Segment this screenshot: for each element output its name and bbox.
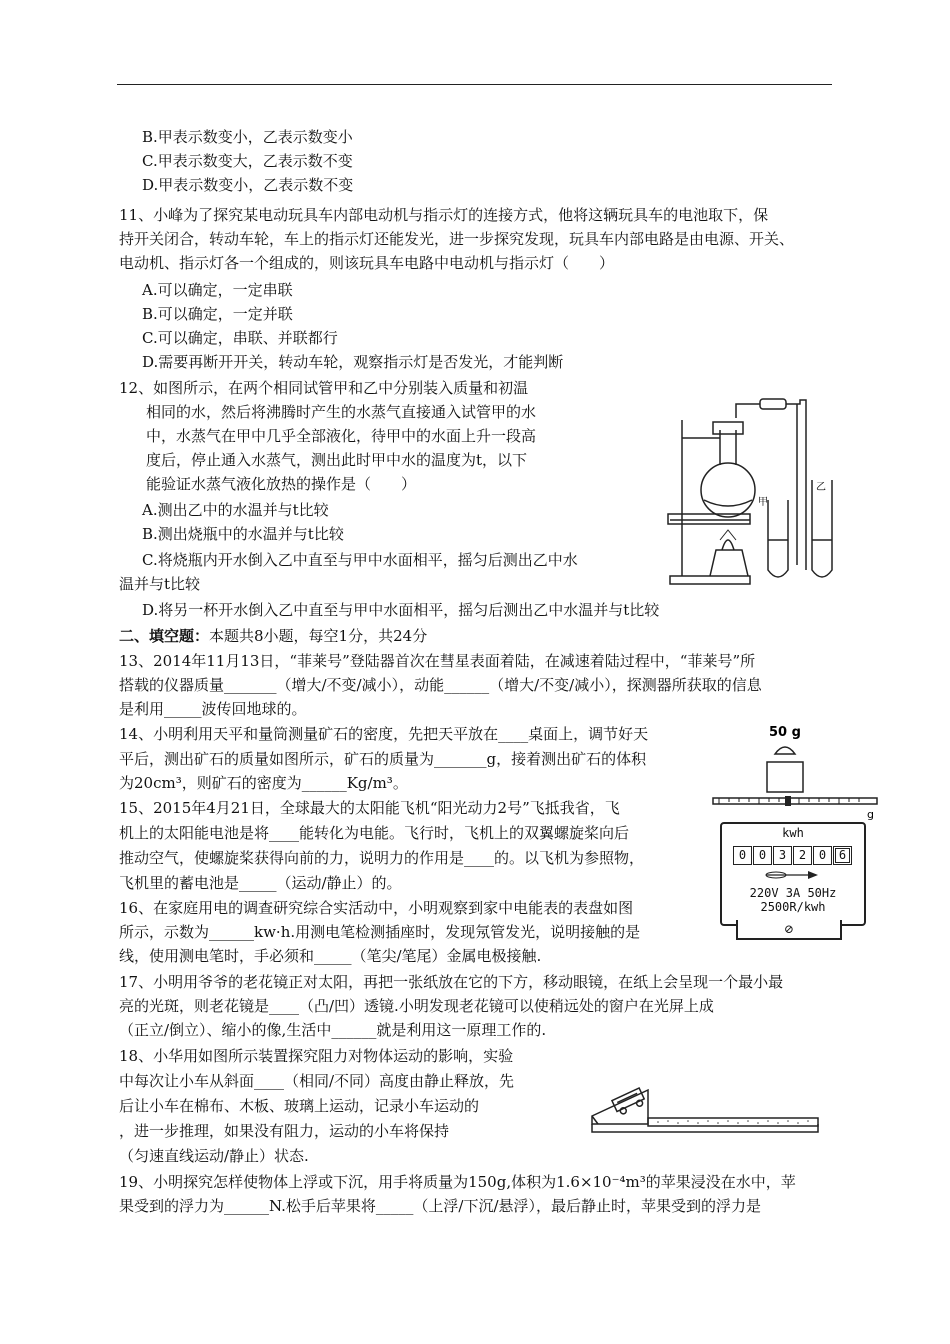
- balance-weight-figure: [705, 720, 885, 820]
- meter-digit: 0: [813, 846, 832, 865]
- q12-line-1: 12、如图所示，在两个相同试管甲和乙中分别装入质量和初温: [119, 379, 529, 397]
- q12-line-3: 中，水蒸气在甲中几乎全部液化，待甲中的水面上升一段高: [146, 427, 537, 445]
- q11-line-1: 11、小峰为了探究某电动玩具车内部电动机与指示灯的连接方式，他将这辆玩具车的电池取下，保: [119, 206, 769, 224]
- q12-option-b: B.测出烧瓶中的水温并与t比较: [142, 525, 344, 543]
- weight-label: 50 g: [769, 725, 801, 740]
- header-rule: [117, 84, 832, 85]
- q12-option-d: D.将另一杯开水倒入乙中直至与甲中水面相平，摇匀后测出乙中水温并与t比较: [142, 601, 660, 619]
- q11-option-c: C.可以确定，串联、并联都行: [142, 329, 338, 347]
- q17-line-3: （正立/倒立）、缩小的像,生活中______就是利用这一原理工作的.: [119, 1021, 547, 1039]
- q15-line-3: 推动空气，使螺旋桨获得向前的力，说明力的作用是____的。以飞机为参照物，: [119, 849, 645, 867]
- q16-line-2: 所示，示数为______kw·h.用测电笔检测插座时，发现氖管发光，说明接触的是: [119, 923, 641, 941]
- q12-option-c-cont: 温并与t比较: [119, 575, 201, 593]
- q17-line-2: 亮的光斑，则老花镜是____（凸/凹）透镜.小明发现老花镜可以使稍远处的窗户在光屏上成: [119, 997, 714, 1015]
- q15-line-4: 飞机里的蓄电池是_____（运动/静止）的。: [119, 874, 402, 892]
- meter-digit-decimal: 6: [833, 846, 852, 865]
- meter-spec-voltage: 220V 3A 50Hz: [749, 886, 837, 900]
- q15-line-2: 机上的太阳能电池是将____能转化为电能。飞行时，飞机上的双翼螺旋桨向后: [119, 824, 630, 842]
- q18-line-1: 18、小华用如图所示装置探究阻力对物体运动的影响，实验: [119, 1047, 514, 1065]
- q18-line-5: （匀速直线运动/静止）状态.: [119, 1147, 309, 1165]
- q18-line-2: 中每次让小车从斜面____（相同/不同）高度由静止释放，先: [119, 1072, 515, 1090]
- q10-option-d: D.甲表示数变小，乙表示数不变: [142, 176, 354, 194]
- q12-option-c: C.将烧瓶内开水倒入乙中直至与甲中水面相平，摇匀后测出乙中水: [142, 551, 578, 569]
- q13-line-1: 13、2014年11月13日，“菲莱号”登陆器首次在彗星表面着陆，在减速着陆过程中，“菲莱号”所: [119, 652, 756, 670]
- meter-digit: 0: [733, 846, 752, 865]
- scale-unit-label: g: [867, 808, 874, 820]
- q13-line-3: 是利用_____波传回地球的。: [119, 700, 307, 718]
- q12-option-a: A.测出乙中的水温并与t比较: [142, 501, 329, 519]
- meter-unit: kwh: [782, 826, 804, 840]
- q10-option-b: B.甲表示数变小，乙表示数变小: [142, 128, 353, 146]
- section-2-title: 二、填空题：: [119, 627, 210, 645]
- q16-line-1: 16、在家庭用电的调查研究综合实活动中，小明观察到家中电能表的表盘如图: [119, 899, 634, 917]
- q11-option-a: A.可以确定，一定串联: [142, 281, 293, 299]
- energy-meter-figure: [720, 822, 866, 926]
- q12-line-4: 度后，停止通入水蒸气，测出此时甲中水的温度为t，以下: [146, 451, 528, 469]
- meter-digit: 3: [773, 846, 792, 865]
- q18-line-3: 后让小车在棉布、木板、玻璃上运动，记录小车运动的: [119, 1097, 480, 1115]
- q11-option-d: D.需要再断开开关，转动车轮，观察指示灯是否发光，才能判断: [142, 353, 564, 371]
- q14-line-1: 14、小明利用天平和量筒测量矿石的密度，先把天平放在____桌面上，调节好天: [119, 725, 649, 743]
- q16-line-3: 线，使用测电笔时，手必须和_____（笔尖/笔尾）金属电极接触.: [119, 947, 542, 965]
- q13-line-2: 搭载的仪器质量_______（增大/不变/减小），动能______（增大/不变/减小），探测器所获取的信息: [119, 676, 762, 694]
- meter-digit: 2: [793, 846, 812, 865]
- q11-line-2: 持开关闭合，转动车轮，车上的指示灯还能发光，进一步探究发现，玩具车内部电路是由电源、开关、: [119, 230, 795, 248]
- tube-jia-label: 甲: [758, 497, 768, 508]
- q12-line-2: 相同的水，然后将沸腾时产生的水蒸气直接通入试管甲的水: [146, 403, 537, 421]
- meter-digit: 0: [753, 846, 772, 865]
- q10-option-c: C.甲表示数变大，乙表示数不变: [142, 152, 353, 170]
- tube-yi-label: 乙: [816, 482, 826, 493]
- rotating-disc-arrow-icon: [762, 870, 822, 880]
- q17-line-1: 17、小明用爷爷的老花镜正对太阳，再把一张纸放在它的下方，移动眼镜，在纸上会呈现一个最小最: [119, 973, 784, 991]
- q14-line-2: 平后，测出矿石的质量如图所示，矿石的质量为_______g，接着测出矿石的体积: [119, 750, 647, 768]
- meter-spec-revolutions: 2500R/kwh: [760, 900, 826, 914]
- section-2-heading: [119, 626, 427, 646]
- q19-line-2: 果受到的浮力为______N.松手后苹果将_____（上浮/下沉/悬浮），最后静止时，苹果受到的浮力是: [119, 1197, 762, 1215]
- q11-line-3: 电动机、指示灯各一个组成的，则该玩具车电路中电动机与指示灯（ ）: [119, 254, 615, 272]
- incline-cart-figure: [588, 1080, 828, 1150]
- q14-line-3: 为20cm³，则矿石的密度为______Kg/m³。: [119, 774, 408, 792]
- q15-line-1: 15、2015年4月21日，全球最大的太阳能飞机“阳光动力2号”飞抵我省，飞: [119, 799, 620, 817]
- q12-line-5: 能验证水蒸气液化放热的操作是（ ）: [146, 475, 417, 493]
- steam-apparatus-figure: [650, 390, 850, 590]
- meter-base: ⊘: [736, 920, 842, 940]
- section-2-desc: 本题共8小题，每空1分，共24分: [209, 627, 428, 645]
- meter-digits: [733, 846, 853, 865]
- q18-line-4: ，进一步推理，如果没有阻力，运动的小车将保持: [119, 1122, 450, 1140]
- q11-option-b: B.可以确定，一定并联: [142, 305, 293, 323]
- q19-line-1: 19、小明探究怎样使物体上浮或下沉，用手将质量为150g,体积为1.6×10⁻⁴m³的苹果浸没在水中，苹: [119, 1173, 796, 1191]
